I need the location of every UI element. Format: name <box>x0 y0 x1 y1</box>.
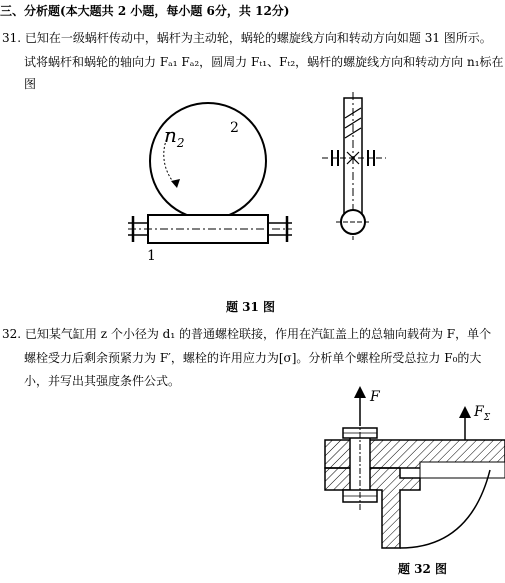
q32-text-line1: 32. 已知某气缸用 z 个小径为 d₁ 的普通螺栓联接，作用在汽缸盖上的总轴向载荷为 F，单个 <box>2 327 492 341</box>
section-heading: 三、分析题(本大题共 2 小题，每小题 6分，共 12分) <box>0 4 290 18</box>
figure-32-caption: 题 32 图 <box>398 562 448 576</box>
q32-text-line3: 小，并写出其强度条件公式。 <box>24 374 181 388</box>
label-2: 2 <box>230 120 239 136</box>
figure-31-caption: 题 31 图 <box>226 300 276 314</box>
worm-gear-figure <box>128 92 386 243</box>
worm-wheel-circle <box>150 103 266 219</box>
label-1: 1 <box>147 248 156 264</box>
q31-text-line2: 试将蜗杆和蜗轮的轴向力 Fₐ₁ Fₐ₂，圆周力 Fₜ₁、Fₜ₂，蜗杆的螺旋线方向和转动方向 n₁标在 <box>24 55 504 69</box>
q32-text-line2: 螺栓受力后剩余预紧力为 F′，螺栓的许用应力为[σ]。分析单个螺栓所受总拉力 F₀的大 <box>24 351 482 365</box>
q31-text-line3: 图 <box>24 77 37 91</box>
cylinder-flange <box>325 468 420 548</box>
q31-text-line1: 31. 已知在一级蜗杆传动中，蜗杆为主动轮，蜗轮的螺旋线方向和转动方向如题 31 图所示。 <box>2 31 492 45</box>
label-n2: $n_2$ <box>164 123 185 150</box>
label-F-sigma: $F_\Sigma$ <box>474 404 491 423</box>
label-F: F <box>370 389 380 405</box>
